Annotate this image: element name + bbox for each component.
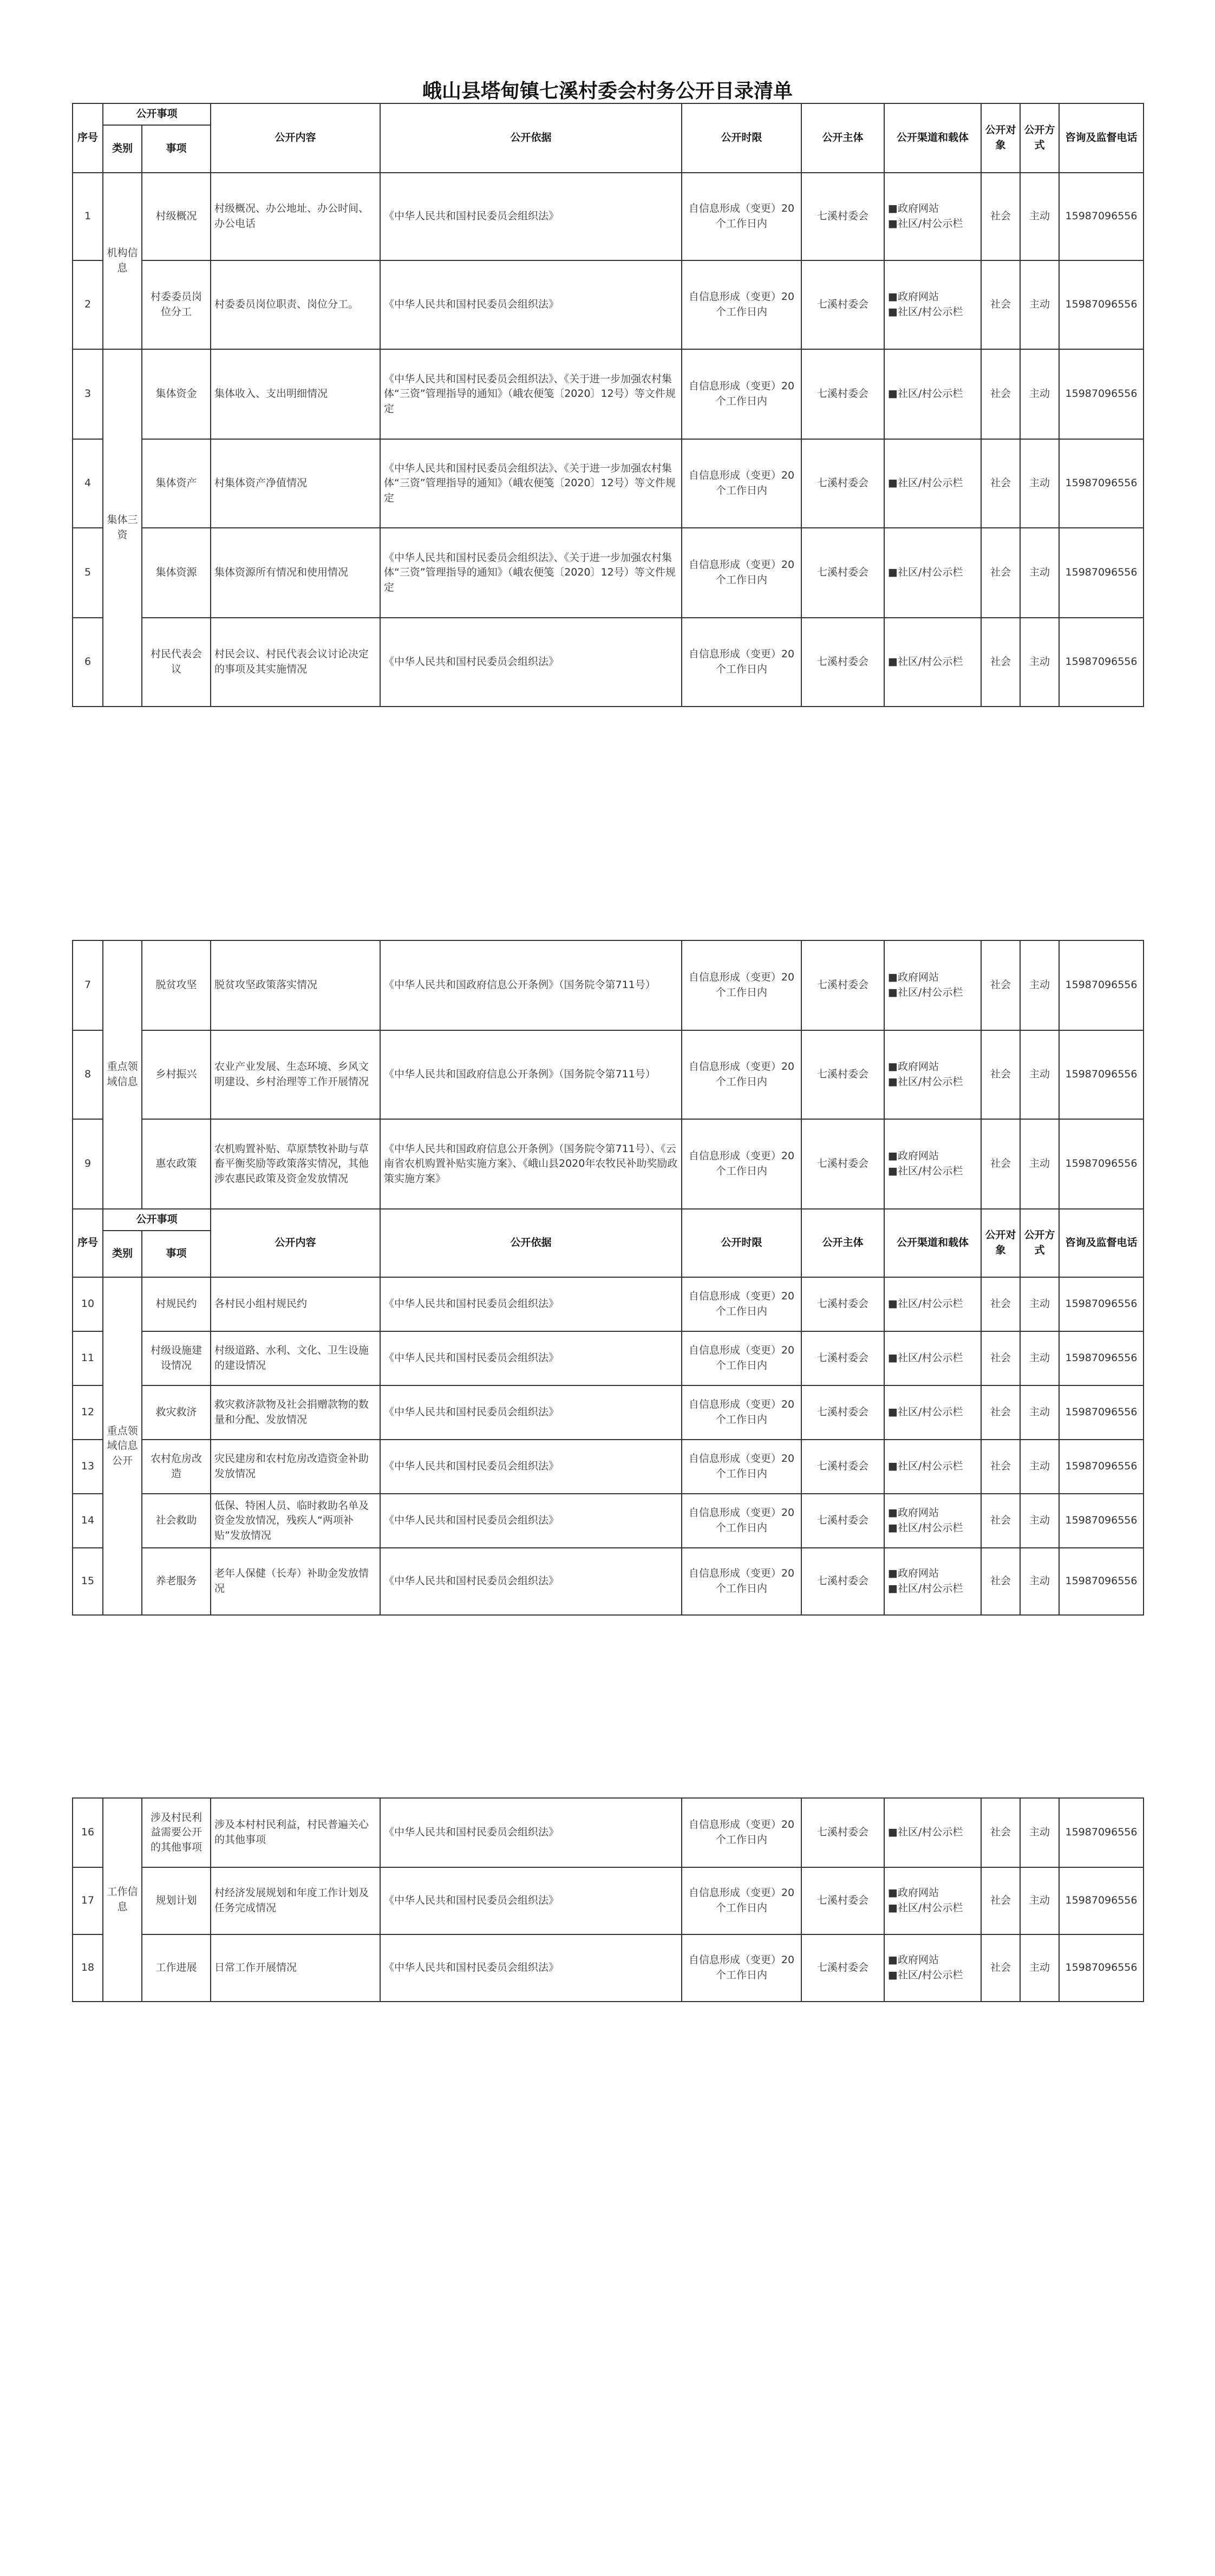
row-seq: 16 bbox=[73, 1798, 103, 1867]
row-content: 集体收入、支出明细情况 bbox=[211, 349, 380, 439]
header-item: 事项 bbox=[142, 1231, 211, 1277]
channel-board: ■社区/村公示栏 bbox=[888, 1460, 963, 1473]
row-basis: 《中华人民共和国村民委员会组织法》 bbox=[380, 1548, 682, 1615]
table-row bbox=[73, 1440, 1144, 1494]
row-deadline: 自信息形成（变更）20个工作日内 bbox=[682, 1548, 801, 1615]
row-channel bbox=[884, 1119, 981, 1209]
row-content: 低保、特困人员、临时救助名单及资金发放情况，残疾人“两项补贴”发放情况 bbox=[211, 1494, 380, 1548]
row-content: 村集体资产净值情况 bbox=[211, 439, 380, 528]
row-content: 集体资源所有情况和使用情况 bbox=[211, 528, 380, 618]
table-row bbox=[73, 940, 1144, 1030]
channel-gov: ■政府网站 bbox=[888, 1567, 939, 1580]
row-channel bbox=[884, 1440, 981, 1494]
row-basis: 《中华人民共和国村民委员会组织法》、《关于进一步加强农村集体“三资”管理指导的通知》（峨农便笺〔2020〕12号）等文件规定 bbox=[380, 439, 682, 528]
channel-board: ■社区/村公示栏 bbox=[888, 1298, 963, 1310]
row-item: 救灾救济 bbox=[142, 1385, 211, 1440]
row-channel bbox=[884, 1798, 981, 1867]
row-target: 社会 bbox=[981, 1867, 1020, 1934]
row-basis: 《中华人民共和国村民委员会组织法》 bbox=[380, 260, 682, 349]
row-basis: 《中华人民共和国村民委员会组织法》、《关于进一步加强农村集体“三资”管理指导的通知》（峨农便笺〔2020〕12号）等文件规定 bbox=[380, 349, 682, 439]
table-row bbox=[73, 1494, 1144, 1548]
row-subject: 七溪村委会 bbox=[801, 173, 884, 260]
row-deadline: 自信息形成（变更）20个工作日内 bbox=[682, 1331, 801, 1385]
row-seq: 2 bbox=[73, 260, 103, 349]
row-phone: 15987096556 bbox=[1059, 1494, 1144, 1548]
row-channel bbox=[884, 1934, 981, 2002]
row-subject: 七溪村委会 bbox=[801, 260, 884, 349]
row-method: 主动 bbox=[1020, 1934, 1059, 2002]
table-row bbox=[73, 1934, 1144, 2002]
row-method: 主动 bbox=[1020, 1548, 1059, 1615]
row-content: 各村民小组村规民约 bbox=[211, 1277, 380, 1331]
row-deadline: 自信息形成（变更）20个工作日内 bbox=[682, 260, 801, 349]
row-seq: 17 bbox=[73, 1867, 103, 1934]
category-cell: 集体三资 bbox=[103, 349, 142, 707]
channel-board: ■社区/村公示栏 bbox=[888, 1406, 963, 1418]
row-target: 社会 bbox=[981, 1385, 1020, 1440]
row-target: 社会 bbox=[981, 1331, 1020, 1385]
row-content: 农业产业发展、生态环境、乡风文明建设、乡村治理等工作开展情况 bbox=[211, 1030, 380, 1119]
category-cell: 工作信息 bbox=[103, 1798, 142, 2002]
row-deadline: 自信息形成（变更）20个工作日内 bbox=[682, 439, 801, 528]
header-subject: 公开主体 bbox=[801, 103, 884, 173]
row-target: 社会 bbox=[981, 1494, 1020, 1548]
row-target: 社会 bbox=[981, 1548, 1020, 1615]
row-subject: 七溪村委会 bbox=[801, 1798, 884, 1867]
row-phone: 15987096556 bbox=[1059, 1277, 1144, 1331]
row-content: 村级道路、水利、文化、卫生设施的建设情况 bbox=[211, 1331, 380, 1385]
channel-board: ■社区/村公示栏 bbox=[888, 986, 963, 998]
header-seq: 序号 bbox=[73, 103, 103, 173]
table-row bbox=[73, 1867, 1144, 1934]
row-deadline: 自信息形成（变更）20个工作日内 bbox=[682, 1030, 801, 1119]
row-deadline: 自信息形成（变更）20个工作日内 bbox=[682, 1277, 801, 1331]
header-content: 公开内容 bbox=[211, 103, 380, 173]
header-row bbox=[73, 1209, 1144, 1231]
row-channel bbox=[884, 618, 981, 707]
row-deadline: 自信息形成（变更）20个工作日内 bbox=[682, 1867, 801, 1934]
row-phone: 15987096556 bbox=[1059, 1030, 1144, 1119]
table-row bbox=[73, 1030, 1144, 1119]
row-content: 村民会议、村民代表会议讨论决定的事项及其实施情况 bbox=[211, 618, 380, 707]
row-content: 农机购置补贴、草原禁牧补助与草畜平衡奖励等政策落实情况，其他涉农惠民政策及资金发放情况 bbox=[211, 1119, 380, 1209]
header-target: 公开对象 bbox=[981, 103, 1020, 173]
row-method: 主动 bbox=[1020, 260, 1059, 349]
row-channel bbox=[884, 349, 981, 439]
row-phone: 15987096556 bbox=[1059, 1119, 1144, 1209]
header-method: 公开方式 bbox=[1020, 103, 1059, 173]
row-content: 村经济发展规划和年度工作计划及任务完成情况 bbox=[211, 1867, 380, 1934]
row-content: 救灾救济款物及社会捐赠款物的数量和分配、发放情况 bbox=[211, 1385, 380, 1440]
row-channel bbox=[884, 1277, 981, 1331]
row-basis: 《中华人民共和国村民委员会组织法》 bbox=[380, 1331, 682, 1385]
row-phone: 15987096556 bbox=[1059, 1798, 1144, 1867]
row-subject: 七溪村委会 bbox=[801, 528, 884, 618]
channel-gov: ■政府网站 bbox=[888, 202, 939, 215]
row-method: 主动 bbox=[1020, 1030, 1059, 1119]
row-target: 社会 bbox=[981, 260, 1020, 349]
row-item: 村级设施建设情况 bbox=[142, 1331, 211, 1385]
row-method: 主动 bbox=[1020, 173, 1059, 260]
row-target: 社会 bbox=[981, 439, 1020, 528]
row-content: 老年人保健（长寿）补助金发放情况 bbox=[211, 1548, 380, 1615]
row-phone: 15987096556 bbox=[1059, 349, 1144, 439]
row-basis: 《中华人民共和国村民委员会组织法》 bbox=[380, 173, 682, 260]
row-item: 规划计划 bbox=[142, 1867, 211, 1934]
category-cell: 重点领域信息公开 bbox=[103, 1277, 142, 1615]
row-content: 灾民建房和农村危房改造资金补助发放情况 bbox=[211, 1440, 380, 1494]
channel-board: ■社区/村公示栏 bbox=[888, 1522, 963, 1534]
row-content: 涉及本村村民利益，村民普遍关心的其他事项 bbox=[211, 1798, 380, 1867]
channel-gov: ■政府网站 bbox=[888, 291, 939, 303]
table-row bbox=[73, 349, 1144, 439]
table-row bbox=[73, 1119, 1144, 1209]
category-cell: 重点领域信息 bbox=[103, 940, 142, 1209]
row-deadline: 自信息形成（变更）20个工作日内 bbox=[682, 1385, 801, 1440]
row-seq: 1 bbox=[73, 173, 103, 260]
row-method: 主动 bbox=[1020, 528, 1059, 618]
row-target: 社会 bbox=[981, 1277, 1020, 1331]
header-deadline: 公开时限 bbox=[682, 103, 801, 173]
channel-board: ■社区/村公示栏 bbox=[888, 218, 963, 230]
row-target: 社会 bbox=[981, 1030, 1020, 1119]
row-channel bbox=[884, 260, 981, 349]
row-subject: 七溪村委会 bbox=[801, 1277, 884, 1331]
row-seq: 4 bbox=[73, 439, 103, 528]
row-method: 主动 bbox=[1020, 1798, 1059, 1867]
row-phone: 15987096556 bbox=[1059, 618, 1144, 707]
header-group: 公开事项 bbox=[103, 103, 211, 125]
row-phone: 15987096556 bbox=[1059, 439, 1144, 528]
table-row bbox=[73, 1548, 1144, 1615]
header-method: 公开方式 bbox=[1020, 1209, 1059, 1277]
row-phone: 15987096556 bbox=[1059, 1331, 1144, 1385]
row-target: 社会 bbox=[981, 173, 1020, 260]
row-seq: 10 bbox=[73, 1277, 103, 1331]
page-title: 峨山县塔甸镇七溪村委会村务公开目录清单 bbox=[422, 80, 793, 102]
row-subject: 七溪村委会 bbox=[801, 1385, 884, 1440]
table-row bbox=[73, 260, 1144, 349]
header-phone: 咨询及监督电话 bbox=[1059, 103, 1144, 173]
row-content: 脱贫攻坚政策落实情况 bbox=[211, 940, 380, 1030]
row-subject: 七溪村委会 bbox=[801, 1494, 884, 1548]
row-subject: 七溪村委会 bbox=[801, 1440, 884, 1494]
row-phone: 15987096556 bbox=[1059, 1440, 1144, 1494]
row-seq: 11 bbox=[73, 1331, 103, 1385]
row-seq: 13 bbox=[73, 1440, 103, 1494]
row-content: 日常工作开展情况 bbox=[211, 1934, 380, 2002]
row-phone: 15987096556 bbox=[1059, 260, 1144, 349]
row-method: 主动 bbox=[1020, 618, 1059, 707]
row-item: 集体资金 bbox=[142, 349, 211, 439]
disclosure-table-2 bbox=[72, 940, 1144, 1616]
disclosure-table-1 bbox=[72, 103, 1144, 707]
row-seq: 18 bbox=[73, 1934, 103, 2002]
row-target: 社会 bbox=[981, 1934, 1020, 2002]
channel-board: ■社区/村公示栏 bbox=[888, 1969, 963, 1981]
row-deadline: 自信息形成（变更）20个工作日内 bbox=[682, 618, 801, 707]
header-group: 公开事项 bbox=[103, 1209, 211, 1231]
row-method: 主动 bbox=[1020, 940, 1059, 1030]
row-item: 涉及村民利益需要公开的其他事项 bbox=[142, 1798, 211, 1867]
row-channel bbox=[884, 1385, 981, 1440]
channel-gov: ■政府网站 bbox=[888, 1061, 939, 1073]
header-target: 公开对象 bbox=[981, 1209, 1020, 1277]
channel-gov: ■政府网站 bbox=[888, 1887, 939, 1899]
table-row bbox=[73, 1331, 1144, 1385]
channel-board: ■社区/村公示栏 bbox=[888, 1826, 963, 1839]
row-basis: 《中华人民共和国政府信息公开条例》（国务院令第711号） bbox=[380, 940, 682, 1030]
table-row bbox=[73, 1277, 1144, 1331]
row-method: 主动 bbox=[1020, 1867, 1059, 1934]
row-seq: 14 bbox=[73, 1494, 103, 1548]
row-target: 社会 bbox=[981, 349, 1020, 439]
row-seq: 8 bbox=[73, 1030, 103, 1119]
row-item: 社会救助 bbox=[142, 1494, 211, 1548]
row-basis: 《中华人民共和国村民委员会组织法》、《关于进一步加强农村集体“三资”管理指导的通知》（峨农便笺〔2020〕12号）等文件规定 bbox=[380, 528, 682, 618]
row-target: 社会 bbox=[981, 940, 1020, 1030]
header-row bbox=[73, 103, 1144, 125]
row-subject: 七溪村委会 bbox=[801, 1119, 884, 1209]
row-seq: 9 bbox=[73, 1119, 103, 1209]
row-channel bbox=[884, 1548, 981, 1615]
header-basis: 公开依据 bbox=[380, 1209, 682, 1277]
row-phone: 15987096556 bbox=[1059, 1385, 1144, 1440]
row-content: 村级概况、办公地址、办公时间、办公电话 bbox=[211, 173, 380, 260]
channel-gov: ■政府网站 bbox=[888, 971, 939, 984]
header-channel: 公开渠道和载体 bbox=[884, 1209, 981, 1277]
header-deadline: 公开时限 bbox=[682, 1209, 801, 1277]
table-row bbox=[73, 618, 1144, 707]
row-subject: 七溪村委会 bbox=[801, 1331, 884, 1385]
channel-board: ■社区/村公示栏 bbox=[888, 1583, 963, 1594]
channel-board: ■社区/村公示栏 bbox=[888, 1165, 963, 1177]
row-basis: 《中华人民共和国村民委员会组织法》 bbox=[380, 1934, 682, 2002]
category-cell: 机构信息 bbox=[103, 173, 142, 349]
row-item: 村民代表会议 bbox=[142, 618, 211, 707]
row-deadline: 自信息形成（变更）20个工作日内 bbox=[682, 1934, 801, 2002]
row-item: 村规民约 bbox=[142, 1277, 211, 1331]
row-channel bbox=[884, 439, 981, 528]
row-basis: 《中华人民共和国村民委员会组织法》 bbox=[380, 1867, 682, 1934]
channel-gov: ■政府网站 bbox=[888, 1954, 939, 1966]
header-seq: 序号 bbox=[73, 1209, 103, 1277]
disclosure-table-3 bbox=[72, 1797, 1144, 2002]
row-method: 主动 bbox=[1020, 439, 1059, 528]
row-channel bbox=[884, 528, 981, 618]
row-item: 脱贫攻坚 bbox=[142, 940, 211, 1030]
channel-gov: ■政府网站 bbox=[888, 1507, 939, 1519]
row-method: 主动 bbox=[1020, 349, 1059, 439]
header-category: 类别 bbox=[103, 125, 142, 173]
row-item: 村委委员岗位分工 bbox=[142, 260, 211, 349]
row-phone: 15987096556 bbox=[1059, 940, 1144, 1030]
channel-board: ■社区/村公示栏 bbox=[888, 477, 963, 489]
row-item: 乡村振兴 bbox=[142, 1030, 211, 1119]
row-basis: 《中华人民共和国村民委员会组织法》 bbox=[380, 1494, 682, 1548]
row-method: 主动 bbox=[1020, 1494, 1059, 1548]
header-phone: 咨询及监督电话 bbox=[1059, 1209, 1144, 1277]
table-row bbox=[73, 173, 1144, 260]
row-channel bbox=[884, 1331, 981, 1385]
header-basis: 公开依据 bbox=[380, 103, 682, 173]
row-channel bbox=[884, 1867, 981, 1934]
header-category: 类别 bbox=[103, 1231, 142, 1277]
channel-board: ■社区/村公示栏 bbox=[888, 566, 963, 579]
row-seq: 5 bbox=[73, 528, 103, 618]
row-basis: 《中华人民共和国村民委员会组织法》 bbox=[380, 1385, 682, 1440]
row-subject: 七溪村委会 bbox=[801, 618, 884, 707]
row-subject: 七溪村委会 bbox=[801, 1934, 884, 2002]
row-deadline: 自信息形成（变更）20个工作日内 bbox=[682, 1119, 801, 1209]
row-item: 农村危房改造 bbox=[142, 1440, 211, 1494]
row-target: 社会 bbox=[981, 1119, 1020, 1209]
table-row bbox=[73, 1798, 1144, 1867]
row-seq: 15 bbox=[73, 1548, 103, 1615]
header-content: 公开内容 bbox=[211, 1209, 380, 1277]
channel-board: ■社区/村公示栏 bbox=[888, 306, 963, 318]
row-basis: 《中华人民共和国政府信息公开条例》（国务院令第711号）、《云南省农机购置补贴实施方案》、《峨山县2020年农牧民补助奖励政策实施方案》 bbox=[380, 1119, 682, 1209]
row-subject: 七溪村委会 bbox=[801, 439, 884, 528]
row-deadline: 自信息形成（变更）20个工作日内 bbox=[682, 528, 801, 618]
channel-board: ■社区/村公示栏 bbox=[888, 1352, 963, 1364]
row-phone: 15987096556 bbox=[1059, 1934, 1144, 2002]
row-deadline: 自信息形成（变更）20个工作日内 bbox=[682, 1798, 801, 1867]
header-channel: 公开渠道和载体 bbox=[884, 103, 981, 173]
header-item: 事项 bbox=[142, 125, 211, 173]
row-basis: 《中华人民共和国政府信息公开条例》（国务院令第711号） bbox=[380, 1030, 682, 1119]
row-channel bbox=[884, 173, 981, 260]
row-deadline: 自信息形成（变更）20个工作日内 bbox=[682, 349, 801, 439]
row-subject: 七溪村委会 bbox=[801, 940, 884, 1030]
row-deadline: 自信息形成（变更）20个工作日内 bbox=[682, 1494, 801, 1548]
header-subject: 公开主体 bbox=[801, 1209, 884, 1277]
row-basis: 《中华人民共和国村民委员会组织法》 bbox=[380, 618, 682, 707]
row-seq: 12 bbox=[73, 1385, 103, 1440]
row-method: 主动 bbox=[1020, 1440, 1059, 1494]
row-subject: 七溪村委会 bbox=[801, 1867, 884, 1934]
row-content: 村委委员岗位职责、岗位分工。 bbox=[211, 260, 380, 349]
row-method: 主动 bbox=[1020, 1277, 1059, 1331]
row-target: 社会 bbox=[981, 1440, 1020, 1494]
channel-gov: ■政府网站 bbox=[888, 1150, 939, 1162]
table-row bbox=[73, 439, 1144, 528]
row-target: 社会 bbox=[981, 528, 1020, 618]
row-seq: 6 bbox=[73, 618, 103, 707]
table-row bbox=[73, 1385, 1144, 1440]
row-basis: 《中华人民共和国村民委员会组织法》 bbox=[380, 1440, 682, 1494]
row-basis: 《中华人民共和国村民委员会组织法》 bbox=[380, 1277, 682, 1331]
row-deadline: 自信息形成（变更）20个工作日内 bbox=[682, 1440, 801, 1494]
row-subject: 七溪村委会 bbox=[801, 1030, 884, 1119]
row-item: 工作进展 bbox=[142, 1934, 211, 2002]
row-seq: 3 bbox=[73, 349, 103, 439]
row-item: 村级概况 bbox=[142, 173, 211, 260]
row-method: 主动 bbox=[1020, 1331, 1059, 1385]
channel-board: ■社区/村公示栏 bbox=[888, 1076, 963, 1088]
row-channel bbox=[884, 940, 981, 1030]
row-channel bbox=[884, 1494, 981, 1548]
row-basis: 《中华人民共和国村民委员会组织法》 bbox=[380, 1798, 682, 1867]
row-phone: 15987096556 bbox=[1059, 528, 1144, 618]
row-item: 集体资源 bbox=[142, 528, 211, 618]
row-method: 主动 bbox=[1020, 1119, 1059, 1209]
row-seq: 7 bbox=[73, 940, 103, 1030]
channel-board: ■社区/村公示栏 bbox=[888, 388, 963, 400]
row-target: 社会 bbox=[981, 618, 1020, 707]
row-phone: 15987096556 bbox=[1059, 1548, 1144, 1615]
row-item: 惠农政策 bbox=[142, 1119, 211, 1209]
row-item: 养老服务 bbox=[142, 1548, 211, 1615]
row-deadline: 自信息形成（变更）20个工作日内 bbox=[682, 940, 801, 1030]
channel-board: ■社区/村公示栏 bbox=[888, 1902, 963, 1914]
row-deadline: 自信息形成（变更）20个工作日内 bbox=[682, 173, 801, 260]
row-subject: 七溪村委会 bbox=[801, 349, 884, 439]
channel-board: ■社区/村公示栏 bbox=[888, 656, 963, 668]
row-phone: 15987096556 bbox=[1059, 1867, 1144, 1934]
row-phone: 15987096556 bbox=[1059, 173, 1144, 260]
row-channel bbox=[884, 1030, 981, 1119]
row-subject: 七溪村委会 bbox=[801, 1548, 884, 1615]
table-row bbox=[73, 528, 1144, 618]
row-method: 主动 bbox=[1020, 1385, 1059, 1440]
row-target: 社会 bbox=[981, 1798, 1020, 1867]
row-item: 集体资产 bbox=[142, 439, 211, 528]
